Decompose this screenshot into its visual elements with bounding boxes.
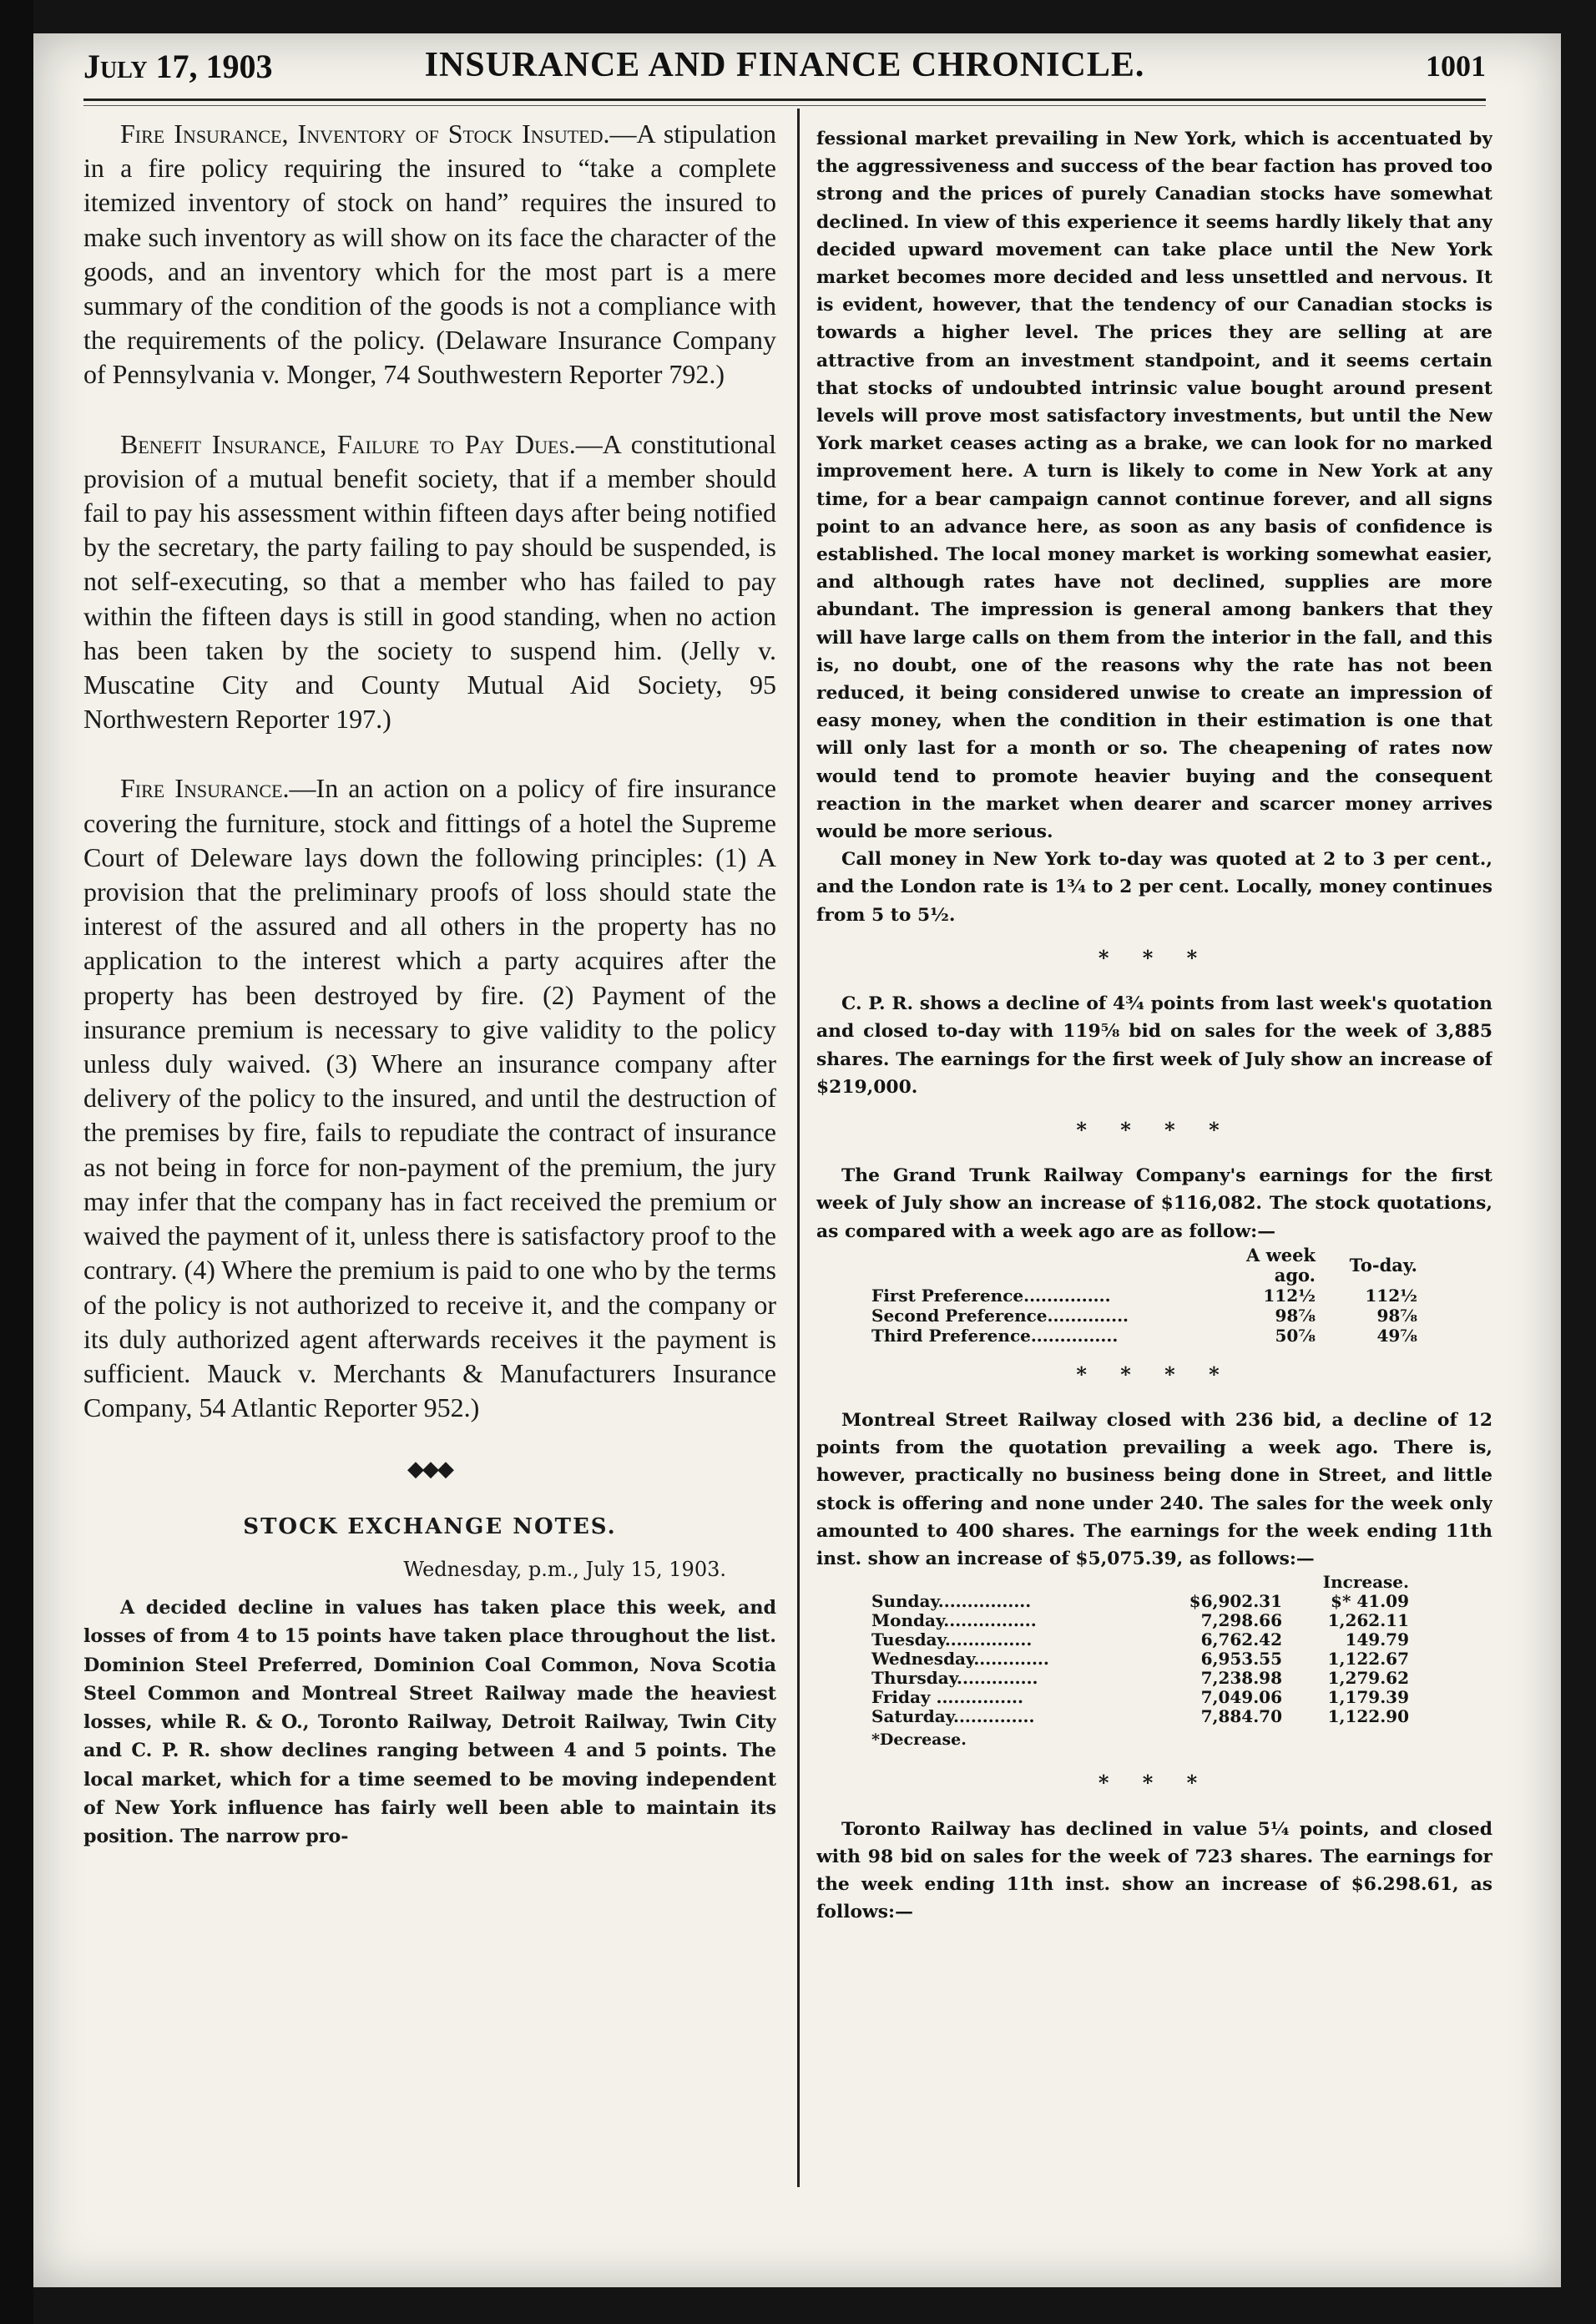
article-fire-insurance: [83, 771, 776, 1425]
scan-edge: [0, 0, 33, 2324]
table-header: Increase.: [1322, 1572, 1409, 1593]
section-stars: * * * *: [1076, 1117, 1233, 1142]
article-text: —A stipulation in a fire policy requiring the insured to “take a complete itemized inventory of stock on hand” requires the insured to make such inventory as will show on its face the character of the goods, and an inventory which for the most part is a mere summary of the condition of the goods is not a compliance with the requirements of the policy. (Delaware Insurance Company of Pennsylvania v. Monger, 74 Southwestern Reporter 792.): [83, 119, 776, 390]
montreal-earnings-table: [866, 1573, 1414, 1726]
table-cell: $6,902.31: [1189, 1591, 1282, 1612]
table-row: [866, 1326, 1422, 1346]
article-heading: Benefit Insurance, Failure to Pay Dues.: [120, 428, 576, 459]
publication-title: INSURANCE AND FINANCE CHRONICLE.: [424, 46, 1145, 84]
market-commentary: fessional market prevailing in New York, which is accentuated by the aggressiveness and success of the bear faction has proved too strong and the prices of purely Canadian stocks have somewhat declined. In view of this experience it seems hardly likely that any decided upward movement can take place until the New York market becomes more decided and less unsettled and nervous. It is evident, however, that the tendency of our Canadian stocks is towards a higher level. The prices they are selling at are attractive from an investment standpoint, and it seems certain that stocks of undoubted intrinsic value bought around present levels will prove most satisfactory investments, but until the New York market ceases acting as a brake, we can look for no marked improvement here. A turn is likely to come in New York at any time, for a bear campaign cannot continue forever, and all signs point to an advance here, as soon as any basis of confidence is established. The local money market is working somewhat easier, and although rates have not declined, supplies are more abundant. The impression is general among bankers that they will have large calls on them from the interior in the fall, and this is, no doubt, one of the reasons why the rate has not been reduced, it being considered unwise to create an impression of easy money, when the condition in their estimation is one that will only last for a month or so. The cheapening of rates now would tend to promote heavier buying and the consequent reaction in the market when dearer and scarcer money arrives would be more serious.: [816, 129, 1492, 843]
header-rule-thin: [83, 105, 1486, 106]
table-cell: 49⅞: [1376, 1325, 1417, 1346]
page-number: 1001: [1426, 49, 1486, 83]
grand-trunk-paragraph: The Grand Trunk Railway Company's earnings for the first week of July show an increase of $116,082. The stock quotations, as compared with a week ago are as follow:—: [816, 1165, 1492, 1242]
table-row: [866, 1592, 1414, 1611]
section-ornament: ◆◆◆: [407, 1457, 452, 1482]
table-cell: Saturday..............: [871, 1706, 1035, 1727]
table-header-row: [866, 1245, 1422, 1286]
table-cell: 98⅞: [1275, 1305, 1316, 1326]
table-cell: 112½: [1365, 1285, 1417, 1306]
table-cell: 7,238.98: [1200, 1668, 1282, 1689]
table-header: A week ago.: [1246, 1244, 1316, 1286]
table-cell: Wednesday.............: [871, 1649, 1049, 1670]
article-heading: Fire Insurance, Inventory of Stock Insuted.: [120, 119, 610, 149]
table-cell: Tuesday...............: [871, 1629, 1033, 1650]
table-row: [866, 1688, 1414, 1707]
table-cell: 7,049.06: [1200, 1687, 1282, 1708]
table-row: [866, 1669, 1414, 1688]
montreal-railway-paragraph: Montreal Street Railway closed with 236 bid, a decline of 12 points from the quotation prevailing a week ago. There is, however, practically no business being done in Street, and little stock is offering and none under 240. The sales for the week only amounted to 400 shares. The earnings for the week ending 11th inst. show an increase of $5,075.39, as follows:—: [816, 1409, 1492, 1569]
article-text: —A constitutional provision of a mutual benefit society, that if a member should fail to pay his assessment within fifteen days after being notified by the secretary, the party failing to pay should be suspended, is not self-executing, so that a member who has failed to pay within the fifteen days is still in good standing, when no action has been taken by the society to suspend him. (Jelly v. Muscatine City and County Mutual Aid Society, 95 Northwestern Reporter 197.): [83, 428, 776, 735]
grand-trunk-table: [866, 1245, 1422, 1346]
page-header: [83, 25, 1486, 83]
toronto-railway-paragraph: Toronto Railway has declined in value 5¼ points, and closed with 98 bid on sales for the week of 723 shares. The earnings for the week ending 11th inst. show an increase of $6.298.61, as follows:—: [816, 1818, 1492, 1923]
table-row: [866, 1306, 1422, 1326]
table-cell: 7,884.70: [1200, 1706, 1282, 1727]
table-footnote: *Decrease.: [871, 1730, 967, 1750]
issue-date: July 17, 1903: [83, 48, 273, 85]
table-cell: 50⅞: [1275, 1325, 1316, 1346]
table-header-row: [866, 1573, 1414, 1592]
stock-notes-title: STOCK EXCHANGE NOTES.: [243, 1513, 617, 1539]
header-rule: [83, 99, 1486, 101]
table-cell: First Preference...............: [871, 1285, 1111, 1306]
left-column: [83, 117, 776, 2287]
table-cell: 7,298.66: [1200, 1610, 1282, 1631]
table-cell: 98⅞: [1376, 1305, 1417, 1326]
table-cell: Monday................: [871, 1610, 1037, 1631]
table-row: [866, 1611, 1414, 1630]
section-stars: * * * *: [1076, 1362, 1233, 1387]
table-header: [866, 1245, 1219, 1286]
table-cell: Friday ...............: [871, 1687, 1023, 1708]
article-heading: Fire Insurance.: [120, 773, 290, 804]
table-cell: 6,953.55: [1200, 1649, 1282, 1670]
call-money-paragraph: Call money in New York to-day was quoted at 2 to 3 per cent., and the London rate is 1¾ to 2 per cent. Locally, money continues from 5 to 5½.: [816, 849, 1492, 926]
table-cell: 149.79: [1345, 1629, 1409, 1650]
table-cell: 1,262.11: [1327, 1610, 1409, 1631]
section-stars: * * *: [1098, 1771, 1211, 1796]
table-row: [866, 1707, 1414, 1726]
table-header-empty: [866, 1573, 1144, 1592]
table-cell: Thursday..............: [871, 1668, 1038, 1689]
stock-notes-body: A decided decline in values has taken place this week, and losses of from 4 to 15 points have taken place throughout the list. Dominion Steel Preferred, Dominion Coal Common, Nova Scotia Steel Common and Montreal Street Railway made the heaviest losses, while R. & O., Toronto Railway, Detroit Railway, Twin City and C. P. R. show declines ranging between 4 and 5 points. The local market, which for a time seemed to be moving independent of New York influence has fairly well been able to maintain its position. The narrow pro-: [83, 1596, 776, 1848]
cpr-paragraph: C. P. R. shows a decline of 4¾ points from last week's quotation and closed to-day with 119⅝ bid on sales for the week of 3,885 shares. The earnings for the first week of July show an increase of $219,000.: [816, 993, 1492, 1098]
table-cell: 112½: [1263, 1285, 1316, 1306]
article-fire-inventory: [83, 117, 776, 392]
table-cell: Third Preference...............: [871, 1325, 1119, 1346]
column-divider: [797, 109, 800, 2187]
table-cell: 1,279.62: [1327, 1668, 1409, 1689]
table-row: [866, 1630, 1414, 1650]
stock-notes-date: Wednesday, p.m., July 15, 1903.: [403, 1557, 726, 1581]
section-stars: * * *: [1098, 945, 1211, 970]
table-header-empty: [1144, 1573, 1287, 1592]
table-row: [866, 1650, 1414, 1669]
table-cell: 1,122.90: [1327, 1706, 1409, 1727]
table-cell: Second Preference..............: [871, 1305, 1129, 1326]
table-cell: Sunday................: [871, 1591, 1032, 1612]
table-cell: $* 41.09: [1331, 1591, 1409, 1612]
table-cell: 1,179.39: [1327, 1687, 1409, 1708]
table-cell: 1,122.67: [1327, 1649, 1409, 1670]
right-column: [816, 125, 1492, 2296]
table-cell: 6,762.42: [1200, 1629, 1282, 1650]
article-benefit-insurance: [83, 427, 776, 737]
table-header: To-day.: [1349, 1254, 1417, 1276]
article-text: —In an action on a policy of fire insurance covering the furniture, stock and fittings of a hotel the Supreme Court of Deleware lays down the following principles: (1) A provision that the preliminary proofs of loss should state the interest of the assured and all others in the property has no application to the interest which a party acquires after the property has been destroyed by fire. (2) Payment of the insurance premium is necessary to give validity to the policy unless duly waived. (3) Where an insurance company after delivery of the policy to the insured, and until the destruction of the premises by fire, fails to repudiate the contract of insurance as not being in force for non-payment of the premium, the jury may infer that the company has in fact received the premium or waived the payment of it, unless there is satisfactory proof to the contrary. (4) Where the premium is paid to one who by the terms of the policy is not authorized to receive it, and the company or its duly authorized agent afterwards receives it the payment is sufficient. Mauck v. Merchants & Manufacturers Insurance Company, 54 Atlantic Reporter 952.): [83, 773, 776, 1423]
table-row: [866, 1286, 1422, 1306]
